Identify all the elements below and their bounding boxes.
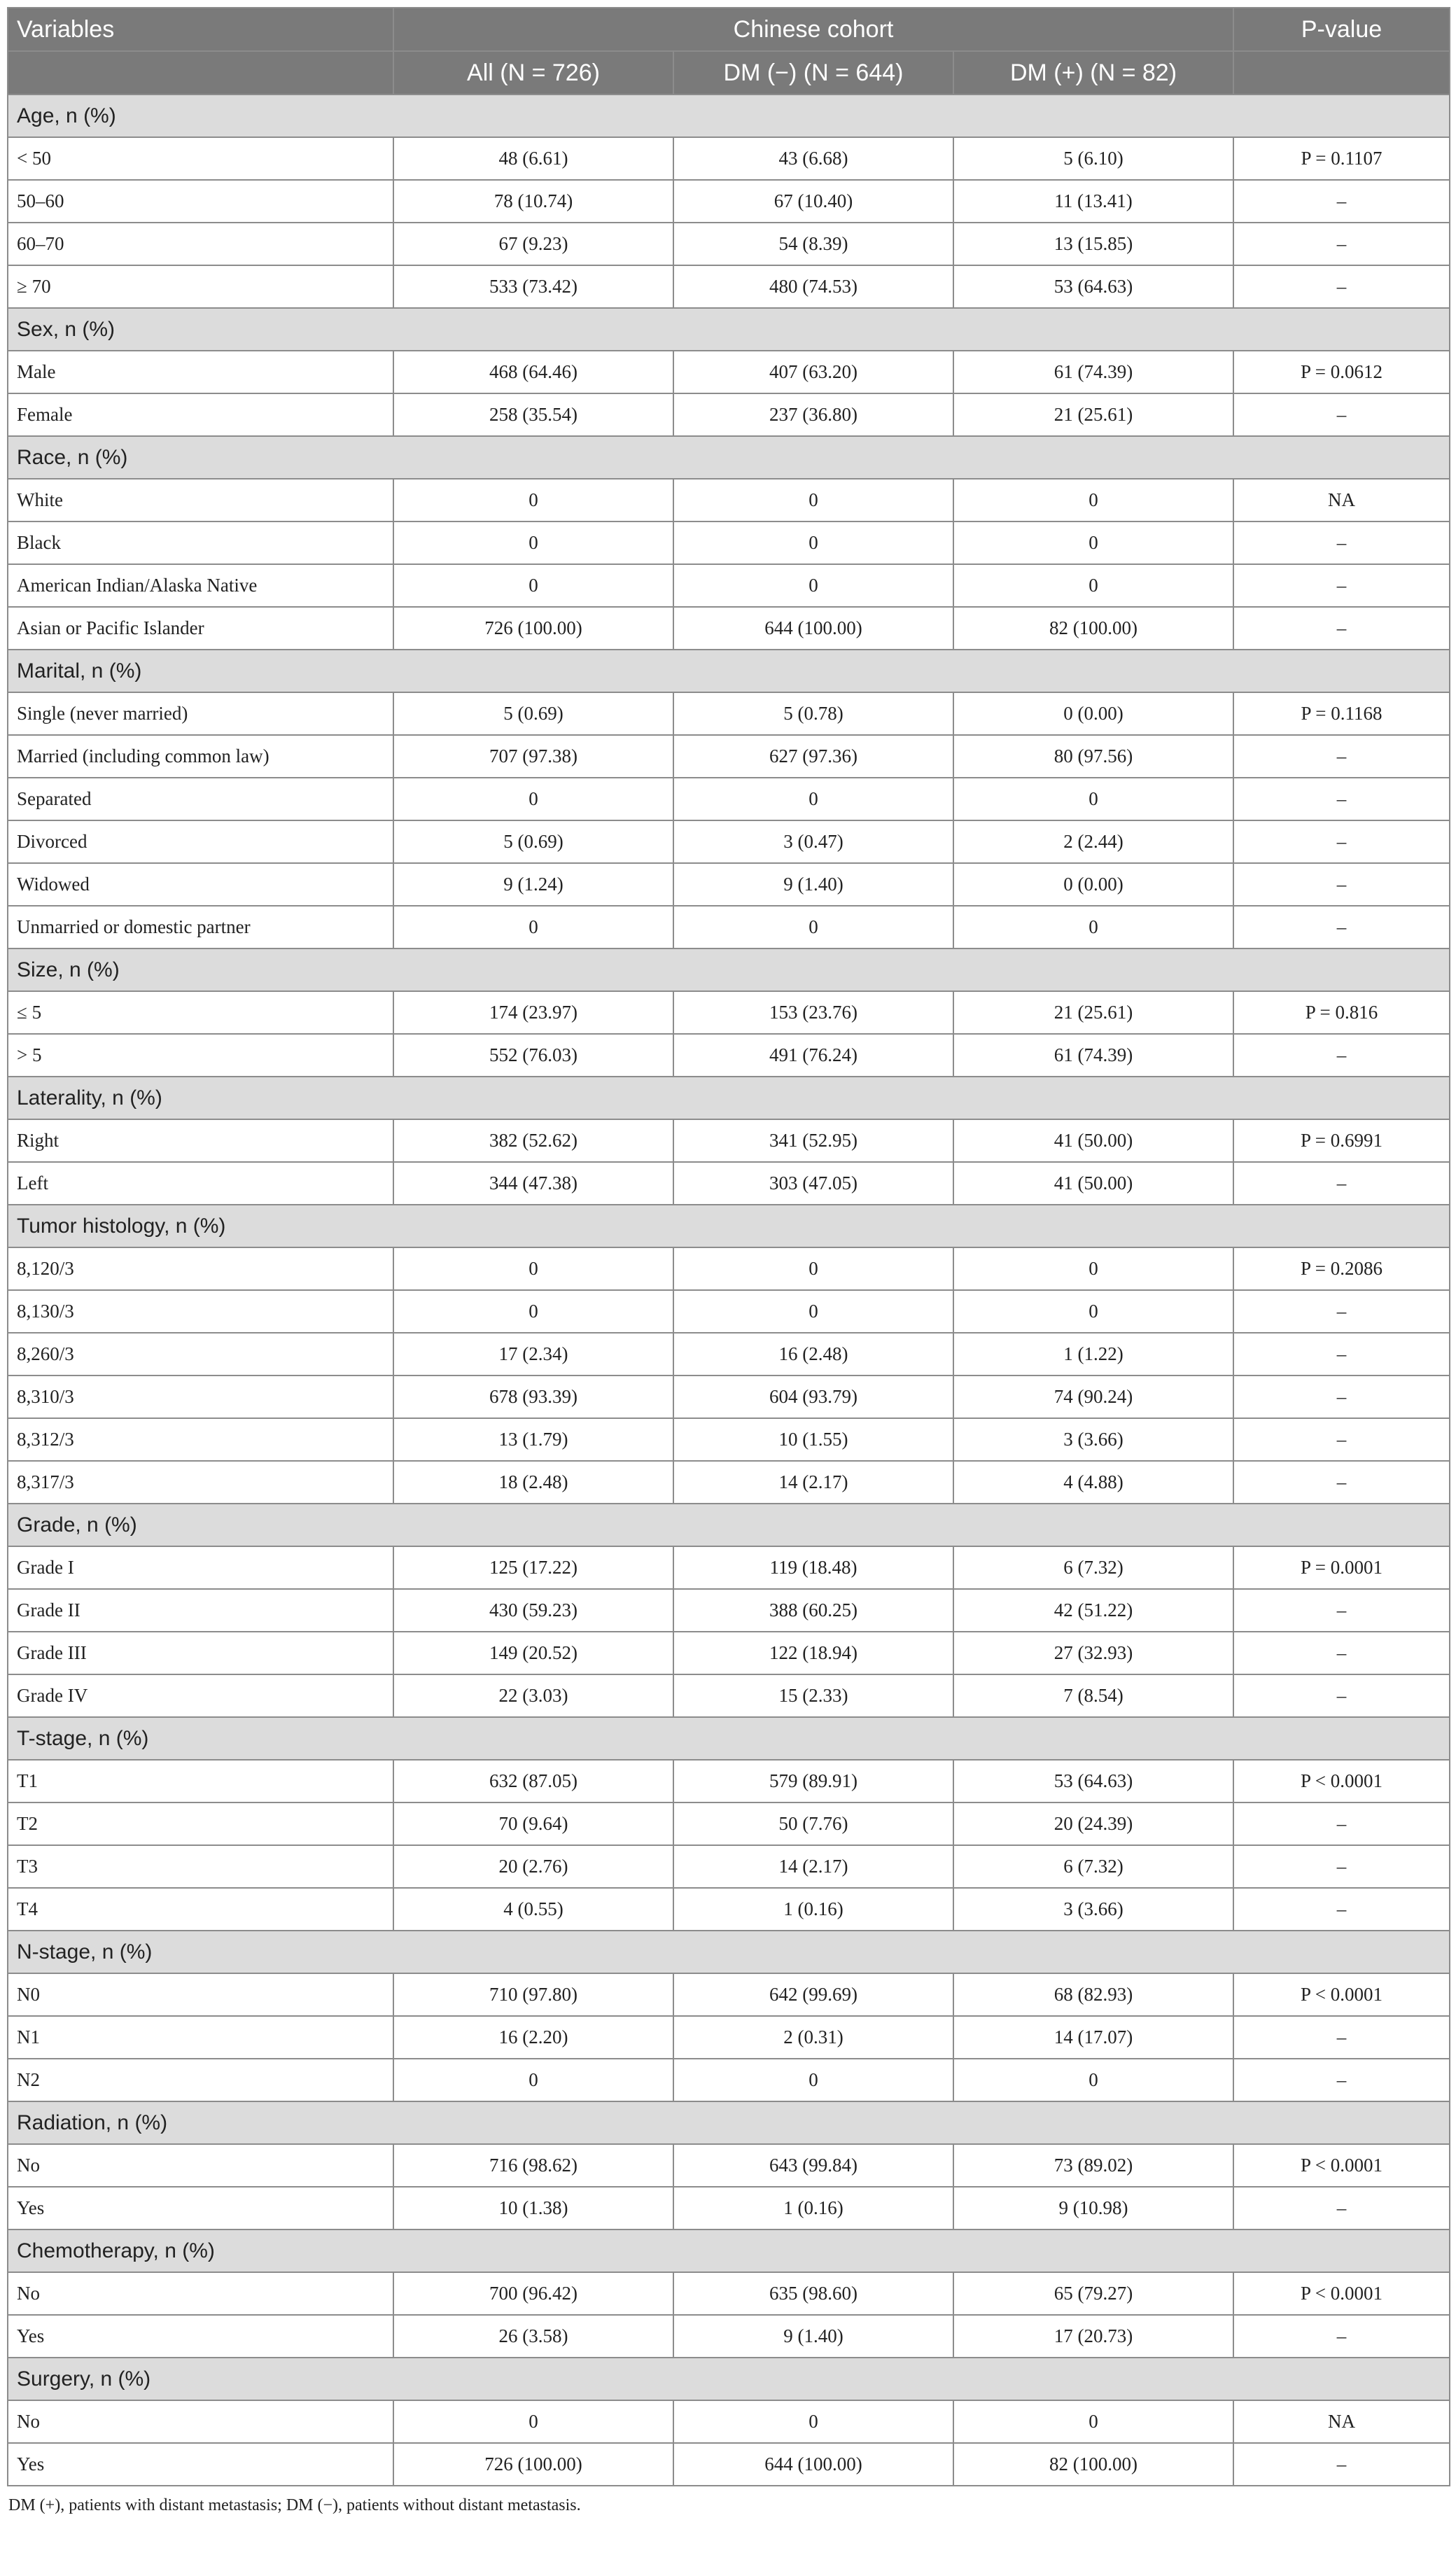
cell-dm-pos: 53 (64.63) <box>953 1760 1233 1802</box>
table-row <box>8 820 1450 863</box>
cell-dm-pos: 0 <box>953 479 1233 522</box>
table-row <box>8 2272 1450 2315</box>
cell-pvalue: – <box>1233 2315 1450 2358</box>
cell-dm-neg: 14 (2.17) <box>673 1845 953 1888</box>
cell-pvalue: – <box>1233 564 1450 607</box>
table-row <box>8 1034 1450 1077</box>
cell-all: 0 <box>393 564 673 607</box>
row-label: Single (never married) <box>8 692 393 735</box>
cell-dm-pos: 3 (3.66) <box>953 1888 1233 1931</box>
section-title: Size, n (%) <box>8 948 1450 991</box>
table-header <box>8 8 1450 94</box>
cell-dm-neg: 237 (36.80) <box>673 393 953 436</box>
cell-pvalue: P = 0.0001 <box>1233 1546 1450 1589</box>
cell-all: 552 (76.03) <box>393 1034 673 1077</box>
table-row <box>8 2443 1450 2486</box>
cell-all: 70 (9.64) <box>393 1802 673 1845</box>
section-row <box>8 2101 1450 2144</box>
cell-dm-neg: 0 <box>673 479 953 522</box>
row-label: Married (including common law) <box>8 735 393 778</box>
table-row <box>8 1290 1450 1333</box>
cell-dm-neg: 5 (0.78) <box>673 692 953 735</box>
cell-dm-pos: 0 (0.00) <box>953 692 1233 735</box>
cell-pvalue: P = 0.816 <box>1233 991 1450 1034</box>
row-label: N1 <box>8 2016 393 2059</box>
section-row <box>8 1504 1450 1546</box>
cell-dm-pos: 9 (10.98) <box>953 2187 1233 2230</box>
cell-pvalue: – <box>1233 2187 1450 2230</box>
cell-all: 0 <box>393 778 673 820</box>
cell-dm-neg: 604 (93.79) <box>673 1376 953 1418</box>
section-title: Tumor histology, n (%) <box>8 1205 1450 1247</box>
cell-all: 125 (17.22) <box>393 1546 673 1589</box>
cell-dm-neg: 0 <box>673 2059 953 2101</box>
cell-all: 0 <box>393 2059 673 2101</box>
table-row <box>8 607 1450 650</box>
table-row <box>8 735 1450 778</box>
variables-header: Variables <box>8 8 393 51</box>
cell-all: 17 (2.34) <box>393 1333 673 1376</box>
table-row <box>8 1888 1450 1931</box>
table-row <box>8 137 1450 180</box>
cell-pvalue: – <box>1233 1802 1450 1845</box>
cell-all: 468 (64.46) <box>393 351 673 393</box>
cell-dm-neg: 642 (99.69) <box>673 1973 953 2016</box>
table-row <box>8 1589 1450 1632</box>
cell-pvalue: – <box>1233 1290 1450 1333</box>
cell-dm-pos: 80 (97.56) <box>953 735 1233 778</box>
cell-dm-pos: 1 (1.22) <box>953 1333 1233 1376</box>
cell-all: 22 (3.03) <box>393 1674 673 1717</box>
table-row <box>8 2144 1450 2187</box>
section-row <box>8 436 1450 479</box>
cell-dm-neg: 643 (99.84) <box>673 2144 953 2187</box>
cell-pvalue: – <box>1233 778 1450 820</box>
cell-all: 382 (52.62) <box>393 1119 673 1162</box>
cell-pvalue: – <box>1233 1418 1450 1461</box>
cell-dm-pos: 0 <box>953 906 1233 948</box>
row-label: T1 <box>8 1760 393 1802</box>
cell-dm-pos: 7 (8.54) <box>953 1674 1233 1717</box>
cell-all: 700 (96.42) <box>393 2272 673 2315</box>
cell-pvalue: P = 0.0612 <box>1233 351 1450 393</box>
row-label: Separated <box>8 778 393 820</box>
cell-all: 48 (6.61) <box>393 137 673 180</box>
table-row <box>8 1418 1450 1461</box>
cell-dm-pos: 0 <box>953 564 1233 607</box>
row-label: < 50 <box>8 137 393 180</box>
cell-pvalue: – <box>1233 1888 1450 1931</box>
cell-dm-neg: 0 <box>673 1290 953 1333</box>
table-row <box>8 1674 1450 1717</box>
cell-pvalue: – <box>1233 1333 1450 1376</box>
table-row <box>8 1461 1450 1504</box>
cell-pvalue: – <box>1233 906 1450 948</box>
table-row <box>8 1802 1450 1845</box>
row-label: 8,260/3 <box>8 1333 393 1376</box>
section-row <box>8 650 1450 692</box>
row-label: Black <box>8 522 393 564</box>
cell-pvalue: – <box>1233 1674 1450 1717</box>
cell-dm-pos: 82 (100.00) <box>953 607 1233 650</box>
cell-pvalue: – <box>1233 1034 1450 1077</box>
cell-all: 726 (100.00) <box>393 2443 673 2486</box>
cell-dm-neg: 0 <box>673 564 953 607</box>
cell-pvalue: – <box>1233 265 1450 308</box>
row-label: Grade IV <box>8 1674 393 1717</box>
cell-all: 13 (1.79) <box>393 1418 673 1461</box>
cell-dm-neg: 480 (74.53) <box>673 265 953 308</box>
col-header-dm-pos: DM (+) (N = 82) <box>953 51 1233 94</box>
section-title: Chemotherapy, n (%) <box>8 2230 1450 2272</box>
row-label: 8,120/3 <box>8 1247 393 1290</box>
cell-dm-neg: 491 (76.24) <box>673 1034 953 1077</box>
cell-dm-neg: 0 <box>673 1247 953 1290</box>
cell-dm-pos: 42 (51.22) <box>953 1589 1233 1632</box>
section-row <box>8 308 1450 351</box>
cell-pvalue: – <box>1233 2443 1450 2486</box>
section-row <box>8 1205 1450 1247</box>
cell-pvalue: P = 0.1107 <box>1233 137 1450 180</box>
cell-dm-neg: 644 (100.00) <box>673 607 953 650</box>
cell-dm-pos: 0 <box>953 2400 1233 2443</box>
cell-all: 26 (3.58) <box>393 2315 673 2358</box>
cell-dm-pos: 0 (0.00) <box>953 863 1233 906</box>
cell-dm-neg: 9 (1.40) <box>673 2315 953 2358</box>
cell-dm-pos: 3 (3.66) <box>953 1418 1233 1461</box>
row-label: 50–60 <box>8 180 393 223</box>
cell-dm-pos: 13 (15.85) <box>953 223 1233 265</box>
cell-dm-pos: 68 (82.93) <box>953 1973 1233 2016</box>
cell-dm-neg: 119 (18.48) <box>673 1546 953 1589</box>
cell-dm-pos: 0 <box>953 1290 1233 1333</box>
cell-dm-neg: 43 (6.68) <box>673 137 953 180</box>
row-label: ≥ 70 <box>8 265 393 308</box>
cell-all: 18 (2.48) <box>393 1461 673 1504</box>
section-title: Sex, n (%) <box>8 308 1450 351</box>
cell-pvalue: P < 0.0001 <box>1233 2272 1450 2315</box>
row-label: N2 <box>8 2059 393 2101</box>
col-header-all: All (N = 726) <box>393 51 673 94</box>
row-label: T4 <box>8 1888 393 1931</box>
cell-all: 430 (59.23) <box>393 1589 673 1632</box>
table-body <box>8 94 1450 2486</box>
cell-pvalue: – <box>1233 735 1450 778</box>
cell-dm-pos: 21 (25.61) <box>953 393 1233 436</box>
section-row <box>8 2230 1450 2272</box>
cell-all: 78 (10.74) <box>393 180 673 223</box>
row-label: Male <box>8 351 393 393</box>
cell-all: 678 (93.39) <box>393 1376 673 1418</box>
cell-dm-neg: 122 (18.94) <box>673 1632 953 1674</box>
cohort-header: Chinese cohort <box>393 8 1233 51</box>
cell-dm-neg: 627 (97.36) <box>673 735 953 778</box>
table-row <box>8 1333 1450 1376</box>
cell-pvalue: P < 0.0001 <box>1233 2144 1450 2187</box>
section-title: Marital, n (%) <box>8 650 1450 692</box>
cell-dm-neg: 16 (2.48) <box>673 1333 953 1376</box>
cell-dm-neg: 9 (1.40) <box>673 863 953 906</box>
cell-dm-neg: 1 (0.16) <box>673 2187 953 2230</box>
cell-dm-pos: 61 (74.39) <box>953 1034 1233 1077</box>
cell-dm-neg: 0 <box>673 906 953 948</box>
row-label: Asian or Pacific Islander <box>8 607 393 650</box>
pvalue-header: P-value <box>1233 8 1450 51</box>
row-label: Grade I <box>8 1546 393 1589</box>
cell-dm-pos: 11 (13.41) <box>953 180 1233 223</box>
cell-all: 9 (1.24) <box>393 863 673 906</box>
cell-all: 4 (0.55) <box>393 1888 673 1931</box>
row-label: Yes <box>8 2187 393 2230</box>
cell-dm-pos: 74 (90.24) <box>953 1376 1233 1418</box>
section-title: Age, n (%) <box>8 94 1450 137</box>
cell-all: 258 (35.54) <box>393 393 673 436</box>
row-label: 8,312/3 <box>8 1418 393 1461</box>
table-row <box>8 1119 1450 1162</box>
section-title: Radiation, n (%) <box>8 2101 1450 2144</box>
table-row <box>8 2315 1450 2358</box>
table-row <box>8 2187 1450 2230</box>
section-title: Surgery, n (%) <box>8 2358 1450 2400</box>
table-row <box>8 479 1450 522</box>
row-label: White <box>8 479 393 522</box>
cell-dm-neg: 153 (23.76) <box>673 991 953 1034</box>
row-label: T2 <box>8 1802 393 1845</box>
cell-pvalue: – <box>1233 1162 1450 1205</box>
cell-dm-neg: 388 (60.25) <box>673 1589 953 1632</box>
row-label: Left <box>8 1162 393 1205</box>
cell-dm-pos: 14 (17.07) <box>953 2016 1233 2059</box>
cell-pvalue: NA <box>1233 479 1450 522</box>
row-label: 8,310/3 <box>8 1376 393 1418</box>
cell-all: 533 (73.42) <box>393 265 673 308</box>
row-label: Right <box>8 1119 393 1162</box>
cell-all: 174 (23.97) <box>393 991 673 1034</box>
cell-pvalue: – <box>1233 1589 1450 1632</box>
section-title: Race, n (%) <box>8 436 1450 479</box>
table-row <box>8 1546 1450 1589</box>
cell-all: 16 (2.20) <box>393 2016 673 2059</box>
col-header-dm-neg: DM (−) (N = 644) <box>673 51 953 94</box>
table-row <box>8 265 1450 308</box>
row-label: Unmarried or domestic partner <box>8 906 393 948</box>
cell-dm-neg: 14 (2.17) <box>673 1461 953 1504</box>
cell-pvalue: P = 0.2086 <box>1233 1247 1450 1290</box>
row-label: 60–70 <box>8 223 393 265</box>
cell-all: 149 (20.52) <box>393 1632 673 1674</box>
cell-dm-neg: 3 (0.47) <box>673 820 953 863</box>
cell-all: 344 (47.38) <box>393 1162 673 1205</box>
cell-dm-neg: 10 (1.55) <box>673 1418 953 1461</box>
cell-dm-pos: 0 <box>953 778 1233 820</box>
cell-dm-neg: 341 (52.95) <box>673 1119 953 1162</box>
row-label: No <box>8 2400 393 2443</box>
section-row <box>8 1077 1450 1119</box>
table-row <box>8 564 1450 607</box>
row-label: N0 <box>8 1973 393 2016</box>
row-label: Yes <box>8 2315 393 2358</box>
cell-all: 67 (9.23) <box>393 223 673 265</box>
table-row <box>8 991 1450 1034</box>
cell-dm-neg: 303 (47.05) <box>673 1162 953 1205</box>
cell-dm-pos: 61 (74.39) <box>953 351 1233 393</box>
cell-all: 20 (2.76) <box>393 1845 673 1888</box>
section-row <box>8 2358 1450 2400</box>
row-label: Yes <box>8 2443 393 2486</box>
cell-all: 707 (97.38) <box>393 735 673 778</box>
empty-header-cell <box>1233 51 1450 94</box>
cell-pvalue: – <box>1233 1376 1450 1418</box>
cell-dm-pos: 5 (6.10) <box>953 137 1233 180</box>
cell-all: 0 <box>393 522 673 564</box>
cell-dm-pos: 41 (50.00) <box>953 1162 1233 1205</box>
cell-dm-neg: 2 (0.31) <box>673 2016 953 2059</box>
table-row <box>8 906 1450 948</box>
cell-dm-pos: 82 (100.00) <box>953 2443 1233 2486</box>
cell-dm-neg: 0 <box>673 778 953 820</box>
cell-dm-neg: 1 (0.16) <box>673 1888 953 1931</box>
table-row <box>8 393 1450 436</box>
cell-dm-pos: 41 (50.00) <box>953 1119 1233 1162</box>
row-label: Female <box>8 393 393 436</box>
table-row <box>8 1162 1450 1205</box>
cell-all: 0 <box>393 1247 673 1290</box>
section-title: Grade, n (%) <box>8 1504 1450 1546</box>
cell-all: 632 (87.05) <box>393 1760 673 1802</box>
cell-dm-neg: 579 (89.91) <box>673 1760 953 1802</box>
row-label: American Indian/Alaska Native <box>8 564 393 607</box>
cell-pvalue: – <box>1233 180 1450 223</box>
table-row <box>8 522 1450 564</box>
cell-dm-neg: 635 (98.60) <box>673 2272 953 2315</box>
section-title: N-stage, n (%) <box>8 1931 1450 1973</box>
cell-all: 0 <box>393 1290 673 1333</box>
cell-pvalue: – <box>1233 2059 1450 2101</box>
cell-pvalue: P < 0.0001 <box>1233 1760 1450 1802</box>
table-row <box>8 1376 1450 1418</box>
cell-pvalue: – <box>1233 522 1450 564</box>
table-row <box>8 1247 1450 1290</box>
row-label: Divorced <box>8 820 393 863</box>
section-row <box>8 94 1450 137</box>
cell-dm-pos: 0 <box>953 522 1233 564</box>
row-label: No <box>8 2272 393 2315</box>
section-row <box>8 948 1450 991</box>
cell-dm-pos: 0 <box>953 1247 1233 1290</box>
table-row <box>8 778 1450 820</box>
cell-all: 716 (98.62) <box>393 2144 673 2187</box>
cell-dm-pos: 73 (89.02) <box>953 2144 1233 2187</box>
cell-pvalue: – <box>1233 223 1450 265</box>
cell-dm-neg: 15 (2.33) <box>673 1674 953 1717</box>
table-row <box>8 1845 1450 1888</box>
cell-dm-neg: 0 <box>673 2400 953 2443</box>
cell-all: 0 <box>393 2400 673 2443</box>
cell-pvalue: – <box>1233 863 1450 906</box>
row-label: Grade II <box>8 1589 393 1632</box>
cell-dm-pos: 20 (24.39) <box>953 1802 1233 1845</box>
cell-dm-pos: 4 (4.88) <box>953 1461 1233 1504</box>
table-row <box>8 351 1450 393</box>
row-label: T3 <box>8 1845 393 1888</box>
table-row <box>8 2059 1450 2101</box>
table-row <box>8 1632 1450 1674</box>
cell-dm-pos: 0 <box>953 2059 1233 2101</box>
cell-dm-pos: 2 (2.44) <box>953 820 1233 863</box>
cell-all: 5 (0.69) <box>393 692 673 735</box>
cell-all: 0 <box>393 479 673 522</box>
row-label: > 5 <box>8 1034 393 1077</box>
cell-pvalue: – <box>1233 2016 1450 2059</box>
cell-pvalue: P = 0.1168 <box>1233 692 1450 735</box>
cell-dm-neg: 0 <box>673 522 953 564</box>
row-label: Grade III <box>8 1632 393 1674</box>
cell-pvalue: – <box>1233 1845 1450 1888</box>
row-label: 8,130/3 <box>8 1290 393 1333</box>
section-title: Laterality, n (%) <box>8 1077 1450 1119</box>
row-label: ≤ 5 <box>8 991 393 1034</box>
cell-pvalue: – <box>1233 607 1450 650</box>
row-label: 8,317/3 <box>8 1461 393 1504</box>
cell-dm-pos: 65 (79.27) <box>953 2272 1233 2315</box>
table-row <box>8 180 1450 223</box>
cell-all: 10 (1.38) <box>393 2187 673 2230</box>
footnote: DM (+), patients with distant metastasis; DM (−), patients without distant metastasis. <box>8 2496 581 2514</box>
section-row <box>8 1931 1450 1973</box>
cell-dm-neg: 54 (8.39) <box>673 223 953 265</box>
table-row <box>8 2400 1450 2443</box>
cell-dm-neg: 407 (63.20) <box>673 351 953 393</box>
cell-pvalue: – <box>1233 820 1450 863</box>
cell-dm-neg: 644 (100.00) <box>673 2443 953 2486</box>
table-row <box>8 692 1450 735</box>
cell-dm-neg: 67 (10.40) <box>673 180 953 223</box>
table-row <box>8 2016 1450 2059</box>
cell-pvalue: – <box>1233 1461 1450 1504</box>
cell-dm-pos: 53 (64.63) <box>953 265 1233 308</box>
cell-pvalue: P < 0.0001 <box>1233 1973 1450 2016</box>
cell-dm-pos: 21 (25.61) <box>953 991 1233 1034</box>
cell-dm-pos: 6 (7.32) <box>953 1845 1233 1888</box>
section-title: T-stage, n (%) <box>8 1717 1450 1760</box>
table-row <box>8 863 1450 906</box>
cell-pvalue: P = 0.6991 <box>1233 1119 1450 1162</box>
cell-pvalue: NA <box>1233 2400 1450 2443</box>
row-label: Widowed <box>8 863 393 906</box>
table-container <box>7 7 1449 2515</box>
cell-dm-neg: 50 (7.76) <box>673 1802 953 1845</box>
table-row <box>8 223 1450 265</box>
cell-pvalue: – <box>1233 393 1450 436</box>
cell-all: 0 <box>393 906 673 948</box>
row-label: No <box>8 2144 393 2187</box>
cell-all: 726 (100.00) <box>393 607 673 650</box>
cohort-table <box>7 7 1450 2486</box>
table-row <box>8 1973 1450 2016</box>
cell-all: 710 (97.80) <box>393 1973 673 2016</box>
cell-dm-pos: 27 (32.93) <box>953 1632 1233 1674</box>
empty-header-cell <box>8 51 393 94</box>
table-row <box>8 1760 1450 1802</box>
cell-pvalue: – <box>1233 1632 1450 1674</box>
cell-dm-pos: 6 (7.32) <box>953 1546 1233 1589</box>
cell-all: 5 (0.69) <box>393 820 673 863</box>
section-row <box>8 1717 1450 1760</box>
cell-dm-pos: 17 (20.73) <box>953 2315 1233 2358</box>
